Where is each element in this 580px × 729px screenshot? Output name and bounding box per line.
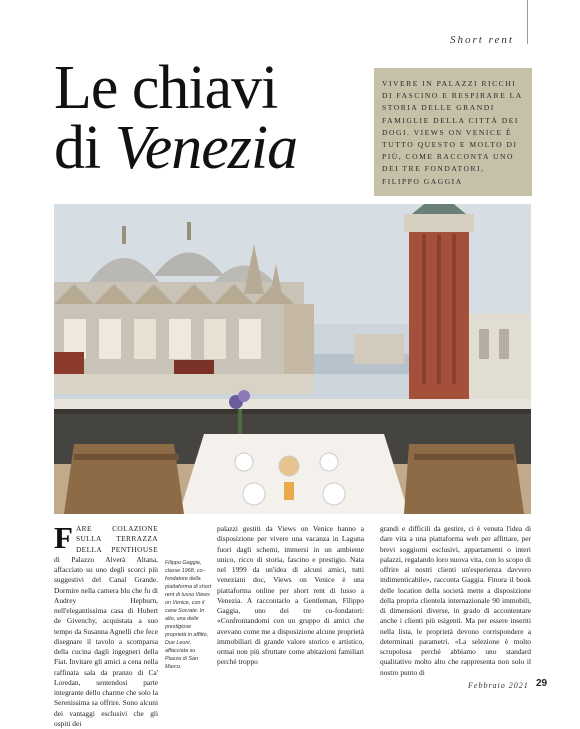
section-label: Short rent <box>450 34 514 46</box>
body-column-1-text: di Palazzo Alverà Altana, affacciato su uno degli scorci più suggestivi del Canal Grande. Dormire nella camera blu che fu di Audrey Hepburn, nell'elegantissima casa di Hubert de Givenchy, acquistata a suo tempo da Susanna Agnelli che fece disegnare il tavolo a scomparsa della cucina dagli ingegneri della Fiat. Invitare gli amici a cena nella raffinata sala da pranzo di Ca' Loredan, sentendosi parte integrante dello charme che solo la Serenissima sa offrire. Sono alcuni dei vantaggi esclusivi che gli ospiti dei <box>54 554 158 728</box>
body-column-1 <box>54 520 158 729</box>
header-rule <box>527 0 528 44</box>
headline-line-1: Le chiavi <box>54 54 278 122</box>
body-column-3: grandi e difficili da gestire, ci è venuta l'idea di dare vita a una piattaforma web per affittare, per brevi soggiorni esclusivi, appartamenti o interi palazzi, regalando loro nuova vita, con lo scopo di offrire ai nostri clienti un'esperienza davvero indimenticabile», racconta Gaggia. Finora il book delle location della società mette a disposizione della propria clientela internazionale 90 immobili, di dimensioni diverse, in grado di accontentare anche i clienti più esigenti. Ma per essere inseriti nella lista, le proprietà devono corrispondere a determinati parametri. «La selezione è molto scrupolosa perché abbiamo uno standard qualitativo molto alto che rappresenta non solo il nostro punto di <box>380 524 531 677</box>
page-number: 29 <box>536 678 548 689</box>
photo-caption: Filippo Gaggia, classe 1968, co-fondatore della piattaforma di short rent di lusso Views on Venice, con il cane Socrate. In alto, una delle prestigiose proprietà in affitto, Due Leoni, affacciata su Piazza di San Marco. <box>165 560 212 670</box>
headline-venezia: Venezia <box>114 114 298 182</box>
hero-photo <box>54 204 531 514</box>
body-column-2: palazzi gestiti da Views on Venice hanno a disposizione per vivere una vacanza in Laguna fuori dagli schemi, immersi in un ambiente unico, ricco di storia, fascino e prestigio. Nata nel 1999 da un'idea di alcuni amici, tutti veneziani doc, Views on Venice è una piattaforma online per short rent di lusso a Venezia. A raccontarlo a Gentleman, Filippo Gaggia, uno dei tre co-fondatori: «Confrontandomi con un gruppo di amici che avevano come me a disposizione alcune proprietà immobiliari di grande valore storico e artistico, ormai non più sfruttate come abitazioni familiari perché troppo <box>217 524 364 667</box>
drop-cap: F <box>54 520 73 555</box>
intro-text: VIVERE IN PALAZZI RICCHI DI FASCINO E RESPIRARE LA STORIA DELLE GRANDI FAMIGLIE DELLA CITTÀ DEI DOGI. VIEWS ON VENICE È TUTTO QUESTO E MOLTO DI PIÙ, COME RACCONTA UNO DEI TRE FONDATORI, FILIPPO GAGGIA <box>382 79 523 186</box>
headline <box>54 54 298 182</box>
body-lead: ARE COLAZIONE SULLA TERRAZZA DELLA PENTHOUSE <box>75 524 158 554</box>
headline-line-2: di Venezia <box>54 114 298 182</box>
footer-issue: Febbraio 2021 <box>468 681 529 690</box>
intro-box <box>374 68 532 196</box>
venice-terrace-illustration <box>54 204 531 514</box>
